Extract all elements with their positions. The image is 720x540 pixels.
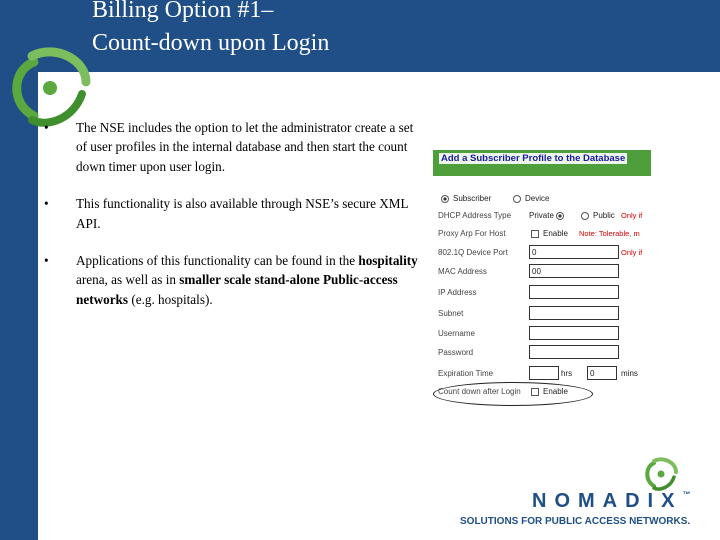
nomadix-tagline: SOLUTIONS FOR PUBLIC ACCESS NETWORKS. (460, 516, 691, 527)
radio-device-label: Device (525, 194, 550, 203)
subnet-label: Subnet (438, 309, 464, 318)
bullet-text-part: arena, as well as in (76, 272, 180, 288)
proxy-arp-note: Note: Tolerable, m (579, 229, 640, 238)
bullet-dot: • (44, 120, 49, 135)
mac-address-label: MAC Address (438, 267, 487, 276)
dhcp-note: Only if (621, 211, 643, 220)
bullet-emphasis: smaller scale stand-alone Public-access networks (76, 272, 398, 307)
proxy-arp-enable-checkbox[interactable] (531, 229, 568, 238)
password-label: Password (438, 348, 474, 357)
form-header-title: Add a Subscriber Profile to the Database (441, 153, 626, 164)
expiration-minutes-input[interactable]: 0 (587, 366, 617, 380)
bullet-item (44, 194, 424, 233)
nomadix-logo-icon (642, 455, 680, 493)
radio-subscriber-label: Subscriber (453, 194, 492, 203)
form-header (433, 150, 651, 176)
ip-address-input[interactable] (529, 285, 619, 299)
bullet-text-part: (e.g. hospitals). (128, 291, 213, 307)
radio-unselected-icon (513, 195, 521, 203)
trademark-symbol: ™ (682, 490, 691, 499)
proxy-arp-label: Proxy Arp For Host (438, 229, 506, 238)
countdown-after-login-label: Count down after Login (438, 387, 521, 396)
device-port-label: 802.1Q Device Port (438, 248, 508, 257)
dhcp-private-label: Private (529, 211, 554, 220)
slide-title-line1: Billing Option #1– (92, 0, 274, 23)
subnet-input[interactable] (529, 306, 619, 320)
dhcp-address-type-label: DHCP Address Type (438, 211, 512, 220)
radio-subscriber[interactable] (441, 194, 491, 203)
expiration-hours-input[interactable] (529, 366, 559, 380)
mac-address-input[interactable]: 00 (529, 264, 619, 278)
nomadix-brand-name (532, 490, 690, 513)
minutes-unit-label: mins (621, 369, 638, 378)
bullet-dot: • (44, 253, 49, 269)
device-port-note: Only if (621, 248, 643, 257)
bullet-text-part: Applications of this functionality can be found in the (76, 253, 359, 269)
ip-address-label: IP Address (438, 288, 477, 297)
subscriber-profile-form-screenshot (433, 150, 651, 400)
bullet-item (44, 118, 424, 176)
checkbox-icon (531, 230, 539, 238)
radio-device[interactable] (513, 194, 549, 203)
bullet-text: This functionality is also available through NSE’s secure XML API. (76, 196, 409, 231)
expiration-time-label: Expiration Time (438, 369, 494, 378)
enable-label: Enable (543, 229, 568, 238)
bullet-emphasis: hospitality (358, 253, 418, 269)
radio-selected-icon (441, 195, 449, 203)
username-label: Username (438, 329, 475, 338)
username-input[interactable] (529, 326, 619, 340)
dhcp-private-option[interactable] (529, 211, 568, 220)
bullet-list (44, 118, 424, 327)
hours-unit-label: hrs (561, 369, 573, 378)
dhcp-public-label: Public (593, 211, 615, 220)
bullet-text: The NSE includes the option to let the administrator create a set of user profiles in the internal database and then start the count down timer upon user login. (76, 120, 414, 174)
brand-name-text: NOMADIX (532, 490, 683, 512)
slide-title (92, 0, 329, 60)
device-port-input[interactable]: 0 (529, 245, 619, 259)
radio-selected-icon (556, 212, 564, 220)
password-input[interactable] (529, 345, 619, 359)
nomadix-swirl-icon (4, 42, 96, 130)
bullet-item (44, 251, 424, 309)
slide-title-line2: Count-down upon Login (92, 30, 330, 56)
dhcp-public-option[interactable] (581, 211, 615, 220)
enable-label: Enable (543, 387, 568, 396)
radio-unselected-icon (581, 212, 589, 220)
bullet-dot: • (44, 196, 49, 212)
countdown-highlight-ellipse (433, 382, 593, 406)
